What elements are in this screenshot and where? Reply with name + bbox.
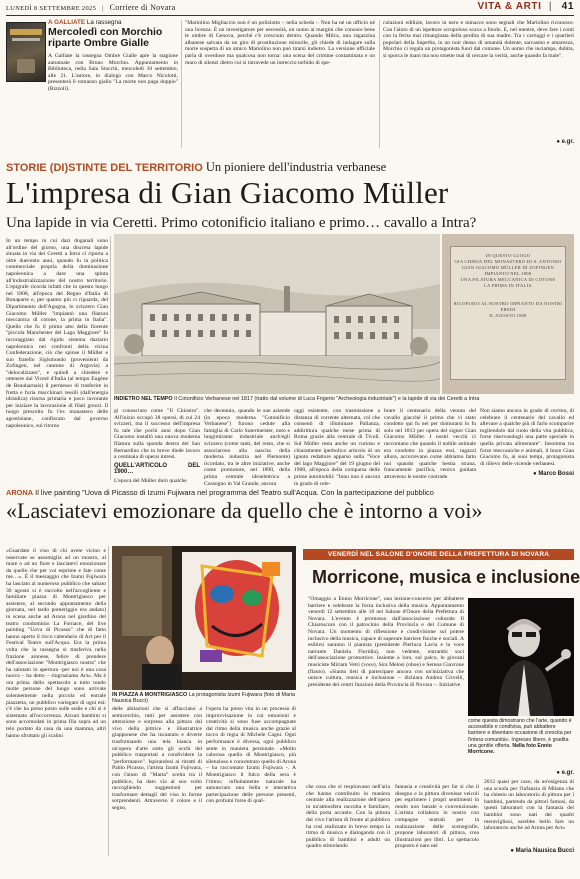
- storie-subhead: QUELL'ARTICOLO DEL 1900…: [114, 462, 200, 476]
- arona-signature: ● Maria Nausica Bucci: [510, 848, 574, 854]
- storie-kicker: [6, 160, 386, 175]
- plaque-line-text: IL AGOSTO 1808: [489, 313, 527, 318]
- arona-signature-text: Maria Nausica Bucci: [515, 848, 574, 854]
- arona-kicker-rest: Il live painting "Uova di Picasso di Izumi Fujiwara nel programma del Teatro sull'Acqua. Con la partecipazione del pubblico: [35, 488, 434, 497]
- arona-body-c: che cosa che si respiravano nell'aria che hanno contribuito in maniera centrale alla realizzazione dell'opera in un'atmosfera raccolta e familiare, della porta accanto. Con la pittura dal vivo l'artista di fronte al pubblico ha così realizzato in breve tempo la ritmo di musica e dialogando con il pubblico di bambini e adulti un quadro stimolando: [306, 784, 390, 850]
- arona-body-e: 2012 quasi per caso, da un'esigenza di una scuola per l'infanzia di Milano che ha chiesto un laboratorio di pittura per i bambini, partendo da pittori famosi, da questi laboratori con la fantasia dei bambini sono nati dei quadri meravigliosi, sarebbe bello fare un laboratorio anche ad Arona per Act»: [484, 779, 574, 832]
- section-divider: |: [548, 1, 553, 12]
- storie-body-a2-text: L'epoca del Müller durò qualche: [114, 477, 187, 484]
- paper-name: Corriere di Novara: [109, 3, 176, 12]
- arona-photo-caption-text: La protagonista Izumi Fujiwara (foto di Maria Nausica Bucci): [112, 692, 296, 705]
- storie-body-a-text: gi conosciuto come "Il Chiostro". All'inizio occupò 38 operai, di cui 24 svizzeri, ma il successo dell'impresa fu tale che pochi anni dopo Gian Giacomo installò una nuova moderna filatura sulla sponda destra del San Bernardino che in breve diede lavoro a centinaia di operai intresi.: [114, 408, 200, 461]
- storie-subtitle: Una lapide in via Ceretti. Primo cotonificio italiano e primo… cavallo a Intra?: [6, 215, 477, 231]
- morricone-caption-text: come questa dimostrano che l'arte, quando è accessibile e condivisa, può abbattere barriere e diventare occasione di crescita per l'intera comunità». Ingresso libero, è gradita una gentile offerta.: [468, 718, 572, 749]
- book-cover-image: [6, 22, 46, 82]
- storie-body-left: In un tempo in cui dazi doganali sono all'ordine del giorno, una discreta lapide situata in via dei Ceretti a Intra ci riporta a oltre duecento anni, quando fu la politica commerciale propria della dominazione napoleonica a dare una spinta all'industrializzazione del nostro territorio. L'epigrafe ricorda infatti che in questo luogo nel 1808, all'epoca del Regno d'Italia di Bonaparte e, per quanto più ci riguarda, del Dipartimento dell'Agogna, lo svizzero Gian Giacomo Müller "impiantò una filatura meccanica di cotone, la prima in Italia". Quello che fu il primo atto della fiorente "piccola Manchester del Lago Maggiore" fu incoraggiato dal rigido sistema daziario napoleonico nei confronti della vicina Confederazione, ciò che spinse il Müller e suo fratello Sigismondo (provenienti da Zofingen, nel cantone di Argovia) a "delocalizzare", e quindi a chiedere e ottenere dal Viceré d'Italia (al tempo Eugène de Beauharnais) il permesso di trasferire in fretta e furia macchinari tessili (dall'energia idraulica) risorsa primaria e poco lavorante per iniziare la lavorazione di filati grezzi. Il luogo prescelto fu l'ex monastero delle agostiniane, confiscato dal governo napoleonico, sul ritorno: [6, 238, 108, 429]
- plaque-line-text: UNA FILATURA MECCANICA DI COTONE: [460, 277, 556, 282]
- live-painting-drawing: [112, 546, 296, 690]
- masthead-divider: |: [102, 5, 104, 12]
- storie-caption-text: Il Cotonificio Verbanese nel 1817 (tratto dal volume di Luca Frigerio "Archeologia industriale") e la lapide di via dei Ceretti a Intra: [174, 396, 480, 402]
- masthead: [6, 3, 175, 12]
- storie-body-b: che decennio, quando le sue aziende (in epoca moderna "Cotonificio Verbanese") furono cedute alla famiglia di Carlo Sutermeister, noto e lungimirante industriale anch'egli svizzero (come tanti, del resto, che si associarono alla nascita della moderna industria nel Piemonte) ricordato, tra le altre iniziative, anche come promotore, nel 1890, della prima centrale idroelettrica a Cossogno in Val Grande, ancora: [204, 408, 290, 487]
- galliate-body: A Galliate la rassegna Ombre Gialle apre la stagione autunnale con Bruno Morchio. Appuntamento in Biblioteca, nella Sala Stucchi, mercoledì 10 settembre, alle 21. L'autore, in dialogo con Marco Nicolotti, presenterà il romanzo giallo "La morte non paga doppio" (Rizzoli).: [48, 53, 178, 92]
- arona-headline: «Lasciatevi emozionare da quello che è intorno a voi»: [6, 498, 483, 523]
- morricone-headline: Morricone, musica e inclusione: [312, 567, 580, 587]
- arona-body-a: delle abitazioni che si affacciano a semicerchio, tutti per assistere con attenzione e sorpresa alla pittura dal vivo della pittrice e illustratrice giapponese che ha incantato e diverte trasformando una tela bianca in un'opera d'arte sotto gli occhi del pubblico trasportati a condividere la "performance". Ispirandosi ai ritratti di Pablo Picasso, l'artista Izumi Fujiwara, con l'aiuto di "Marta" scelta tra il pubblico, ha dato via al suo volto raccogliendo suggestioni per trasformare dettagli del viso in forme sorprendenti. Attraverso il colore e il segno,: [112, 706, 202, 811]
- arona-place: ARONA: [6, 488, 34, 497]
- morchio-body-col3: culazioni edilizie, lavoro in nero e minacce sono segnali che Mariolino riconosce. Con l'aiuto di un ispettore scrupoloso scava a fondo. E, nel mentre, deve fare i conti con la ferita mai rimarginata della perdita di sua madre. Tra i carruggi e i quartieri popolari della Superba, in un noir denso di umanità dolente, sarcasmo e amarezza, Morchio ci regala un protagonista fuori dal comune. Un uomo che inciampa, dubita, si sporca le mani ma non smette mai di cercare la verità, anche quando fa male".: [383, 20, 574, 59]
- plaque-line-text: IMPIANTO NEL 1808: [484, 271, 532, 276]
- storie-headline: L'impresa di Gian Giacomo Müller: [6, 175, 449, 210]
- column-rule: [379, 20, 380, 148]
- morricone-caption-bold: Nella foto Ennio Morricone.: [468, 742, 552, 756]
- morricone-photo: [468, 598, 574, 716]
- arona-photo-label: IN PIAZZA A MONTRIGIASCO: [112, 692, 188, 698]
- plaque-line-text: GIAN GIACOMO MÜLLER DI ZOFINGEN: [461, 265, 555, 270]
- plaque-stone: [450, 246, 566, 380]
- book-cover-band: [10, 29, 42, 35]
- plaque-line-text: GIA CHIESA DEL MONASTERO DI S. ANTONIO: [454, 259, 562, 264]
- issue-date: LUNEDÌ 8 SETTEMBRE 2025: [6, 5, 97, 12]
- plaque-line-text: RICOPIATO AL NOSTRO IMPIANTO DA NOSTRI EREDI: [453, 301, 563, 312]
- morchio-signature-text: e.gr.: [561, 139, 574, 145]
- morricone-body: "Omaggio a Ennio Morricone", una lezione-concerto per abbattere barriere e celebrare la forza inclusiva della musica. Appuntamento venerdì 12 settembre alle 18 nel Salone d'Onore della Prefettura di Novara. L'evento è promosso dall'associazione culturale Il Chiaroscuro con il patrocinio della Provincia e del Comune di Novara. Un momento di riflessione e condivisione sul potere inclusivo della musica, capace di superare barriere fisiche e sociali. A esibirsi saranno il pianista (presidente Pierluca Lavia e la voce narrante Daniela Floridia), non vedente, entrambi soci dell'associazione promotrice. Insieme a loro, sul palco, le giovani musiciste Miriam Vetri (voce), Sira Melosi (oboe) e Serena Giavrone (flauto). «Siamo lieti di partecipare ancora con un'iniziativa che unisce cultura, musica e inclusione – dichiara Andrea Crivelli, presidente dei centri funzioni della Provincia di Novara –. Iniziative: [308, 596, 464, 688]
- arona-photo-caption: [112, 692, 296, 705]
- galliate-place: A GALLIATE: [48, 19, 86, 26]
- column-rule: [181, 20, 182, 148]
- plaque-line-text: IN QUESTO LUOGO: [485, 253, 531, 258]
- morricone-caption: [468, 718, 574, 755]
- storie-body-e: Non siamo ancora in grado di cerrmo, di celebrare il centenario del cavallo ed allevare a qualche più di farlo scomparire togliendolo dal ruolo della vita pubblica, forse riservandogli una parte speciale in quella privata alimentare". Insomma tra forze meccaniche e animali, il buon Gian Giacomo fu, ai suoi tempi, protagonista di rilievo delle vicende verbanesi.: [480, 408, 574, 467]
- live-painting-photo: [112, 546, 296, 690]
- column-rule: [110, 236, 111, 480]
- storie-kicker-red: STORIE (DI)STINTE DEL TERRITORIO: [6, 162, 203, 174]
- factory-engraving-image: [114, 234, 440, 394]
- book-cover-stripe: [12, 38, 40, 41]
- storie-body-a: [114, 408, 200, 485]
- storie-body-d: brare il centenario della venuta del cavallo giacché il primo che vi stato condotto qui fu nel per domurarsi lo fu solo nel 1813 per opera del signor Gian Giacomo Müller. I nostri vecchi ci raccontano che quando il nobile animale era condotto in piazza essi, ragazzi allora, accorrevano come abbiamo fatto noi quando qualche bestia strana, francamente pacifica, veniva guidata attraverso le nostre contrade.: [384, 408, 476, 480]
- storie-photo-caption: [114, 396, 574, 402]
- galliate-headline: Mercoledì con Morchio riparte Ombre Gialle: [48, 26, 163, 49]
- galliate-kicker-rest: La rassegna: [86, 19, 122, 26]
- morchio-signature: ● e.gr.: [556, 139, 574, 145]
- galliate-kicker: [48, 19, 122, 26]
- factory-engraving-drawing: [114, 234, 440, 394]
- arona-body-b: l'opera ha preso vita in un processo di improvvisazione in cui emozioni e creatività si sono fuse accompagnate dal ritmo della musica anche grazie al tocco di regia di Michele Cagni. Ogni performance è diversa, ogni pubblico sente in maniera personale. «Molto calorosa quello di Montrigiasco, più silenzioso e concentrato quello di Arona – ha raccontato Izumi Fujiwara -. A Montrigiasco il fulco della sera è l'ritmo; infinitamente naturale ha annunciato una bella e interattiva partecipazione delle persone presenti, con profumi forse di qual-: [206, 706, 296, 805]
- section-header: [477, 1, 574, 12]
- storie-kicker-rest: Un pioniere dell'industria verbanese: [205, 160, 387, 174]
- morricone-signature: ● e.gr.: [556, 770, 574, 776]
- storie-signature: ● Marco Bossi: [533, 471, 574, 477]
- plaque-photo: [442, 234, 574, 394]
- morricone-banner: VENERDÌ NEL SALONE D'ONORE DELLA PREFETTURA DI NOVARA: [303, 549, 574, 560]
- arona-body-d: fantasia e creatività per far si che il disegno e la pittura divenisse veicoli per esprimere i propri sentimenti in modo non banale o convenzionale. L'artista collabora in nostro con compagne teatrali per la realizzazione delle scenografie, propone laboratori di pittura, crea illustrazioni per libri. Lo spettacolo proposto è nato nel: [395, 784, 479, 850]
- morricone-signature-text: e.gr.: [561, 770, 574, 776]
- plaque-line-text: LA PRIMA IN ITALIA: [484, 283, 532, 288]
- page-number: 41: [561, 1, 574, 12]
- storie-body-c: oggi esistente, con trasmissione a distanza di corrente alternata, col che consentì di illuminare Pallanza, addirittura qualche mese prima di Roma grazie alla centrale di Tivoli. Sul Müller resta anche un curioso e chiaramente iperbolico articolo di un ignoto redattore apparso sulla "Voce del lago Maggiore" del 19 giugno del 1900, all'epoca della comparsa delle prime automobili: "Innu non è ancora in grado di cele-: [294, 408, 380, 487]
- header-rule: [6, 15, 574, 16]
- book-cover-figure: [17, 59, 35, 73]
- storie-caption-label: INDIETRO NEL TEMPO: [114, 396, 173, 402]
- section-name: VITA & ARTI: [477, 1, 542, 12]
- arona-body-left: «Guardate il viso di chi avete vicino e osservate se assomiglia ad un mostro, al mare o ad un fiore e lasciatevi emozionare da quello che per voi esprime e fate come me…». È il messaggio che Izumi Fujiwara ha lasciato al numeroso pubblico che sabato 30 agosto si è raccolto nell'accogliente e familiare piazza di Montrigiasco per assistere, al secondo appuntamento della giornata, nel tardo pomeriggio era andato) in scena anche ad Arona nel giardino del teatro condominio La Fornace, del live painting "Uova di Picasso" che di fatto hanno aperto il ricco calendario di Act per il Festival Teatro sull'Acqua. Era la prima volta che la rassegna si trasferiva nella frazione aronese, felice di prendere dell'associazione "Montrigiasco nostra" che ha salutato in apertura -per noi è una cosa nuova – ha detto – ringraziamo Act». Ma è ora prima dello spettacolo a tutto tondo molte persone del luogo sono arrivate solennemente nella piccola ed entrale piazzetta, un pubblico variegato di ogni età: c'è che ha preso posto sulle sedie e chi si è sistemato all'occorrenza. Alcuni bambini si sono accomodati in prima fila sopra ad un telo portato da casa da una mamma, altri hanno sfruttato gli scalini: [6, 548, 106, 739]
- storie-signature-text: Marco Bossi: [538, 471, 574, 477]
- column-rule: [108, 546, 109, 856]
- morchio-body-col2: "Mariolino Migliaccio non è un poliziotto – nella scheda -. Non ha né un ufficio né una licenza. È un investigatore per necessità, un uomo ai margini che conosce bene le ombre di Genova, perché c'è cresciuto dentro. Quando Milca, una ragazzina albanese salvata da un giro di prostituzione minorile, gli chiede di indagare sulla morte sospetta di un amico Mariolino non può tirarsi indietro. La versione ufficiale parla di overdose ma qualcosa non torna: una scena del crimine contaminata e un muro di silenzi dietro cui si intravede un intreccio torbido di spe-: [185, 20, 375, 66]
- arona-kicker: [6, 488, 434, 497]
- morricone-photo-drawing: [468, 598, 574, 716]
